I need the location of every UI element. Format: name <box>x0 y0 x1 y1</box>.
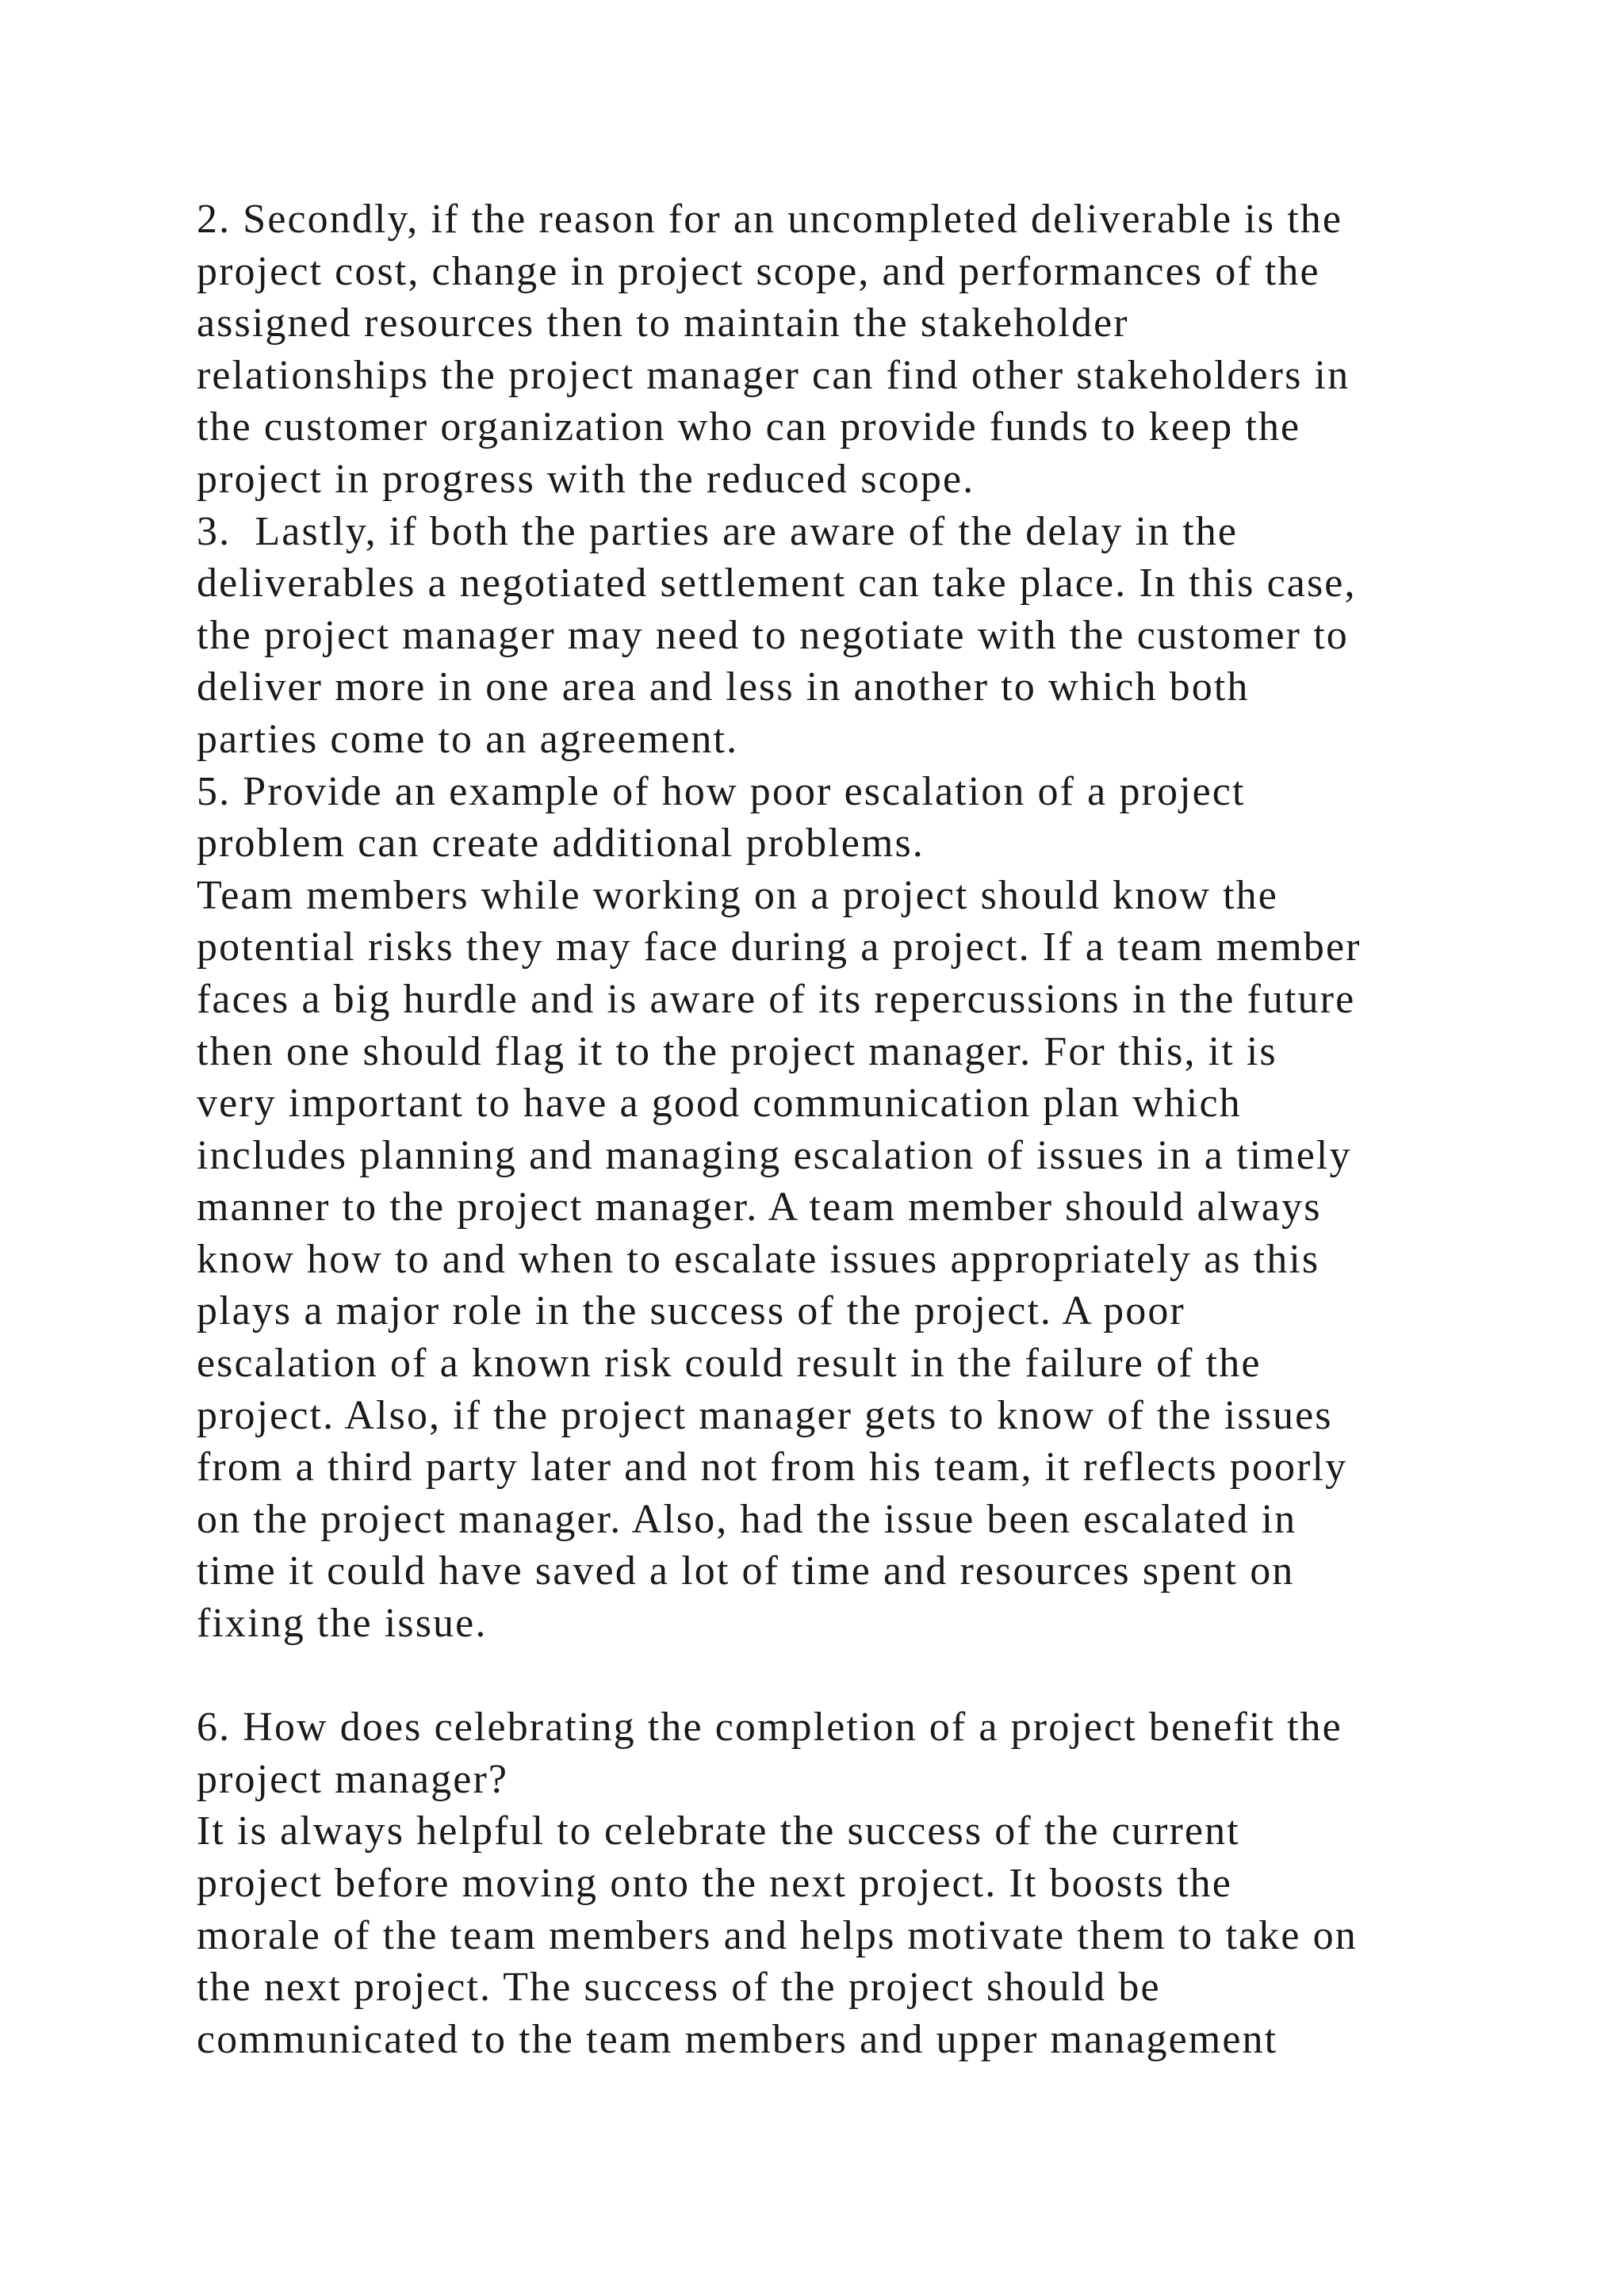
text-line: project manager? <box>197 1756 509 1802</box>
text-line: then one should flag it to the project manager. For this, it is <box>197 1028 1277 1074</box>
text-line: manner to the project manager. A team member should always <box>197 1184 1322 1230</box>
text-line: morale of the team members and helps motivate them to take on <box>197 1912 1358 1958</box>
text-line: project before moving onto the next project. It boosts the <box>197 1861 1232 1906</box>
text-line: potential risks they may face during a project. If a team member <box>197 924 1362 970</box>
text-line: the next project. The success of the project should be <box>197 1965 1161 2011</box>
text-line: the project manager may need to negotiate with the customer to <box>197 612 1349 658</box>
text-line: 2. Secondly, if the reason for an uncompleted deliverable is the <box>197 197 1343 242</box>
text-line: escalation of a known risk could result in the failure of the <box>197 1341 1262 1387</box>
text-line: Team members while working on a project should know the <box>197 872 1278 918</box>
text-line: 5. Provide an example of how poor escalation of a project <box>197 768 1246 814</box>
text-line: time it could have saved a lot of time and resources spent on <box>197 1548 1295 1594</box>
text-line: assigned resources then to maintain the stakeholder <box>197 300 1129 346</box>
text-line: communicated to the team members and upper management <box>197 2016 1278 2062</box>
text-line: It is always helpful to celebrate the success of the current <box>197 1808 1240 1854</box>
text-line: from a third party later and not from his team, it reflects poorly <box>197 1445 1348 1490</box>
text-line: fixing the issue. <box>197 1601 488 1647</box>
blank-line <box>197 1650 1497 1702</box>
text-line: project. Also, if the project manager gets to know of the issues <box>197 1392 1333 1438</box>
text-line: 3. Lastly, if both the parties are aware of the delay in the <box>197 508 1239 554</box>
text-line: includes planning and managing escalation of issues in a timely <box>197 1132 1352 1178</box>
text-line: 6. How does celebrating the completion of a project benefit the <box>197 1705 1342 1751</box>
text-line: know how to and when to escalate issues appropriately as this <box>197 1236 1320 1282</box>
text-line: parties come to an agreement. <box>197 716 739 762</box>
body-text <box>197 193 1497 2065</box>
text-line: project cost, change in project scope, and performances of the <box>197 248 1320 294</box>
text-line: relationships the project manager can find other stakeholders in <box>197 352 1350 398</box>
text-line: the customer organization who can provide funds to keep the <box>197 404 1301 450</box>
text-line: very important to have a good communication plan which <box>197 1081 1242 1127</box>
text-line: on the project manager. Also, had the issue been escalated in <box>197 1496 1297 1542</box>
text-line: faces a big hurdle and is aware of its repercussions in the future <box>197 976 1356 1022</box>
text-line: problem can create additional problems. <box>197 821 925 867</box>
text-line: project in progress with the reduced scope. <box>197 456 975 502</box>
text-line: plays a major role in the success of the project. A poor <box>197 1288 1185 1334</box>
text-line: deliverables a negotiated settlement can take place. In this case, <box>197 561 1357 607</box>
text-line: deliver more in one area and less in another to which both <box>197 664 1250 710</box>
